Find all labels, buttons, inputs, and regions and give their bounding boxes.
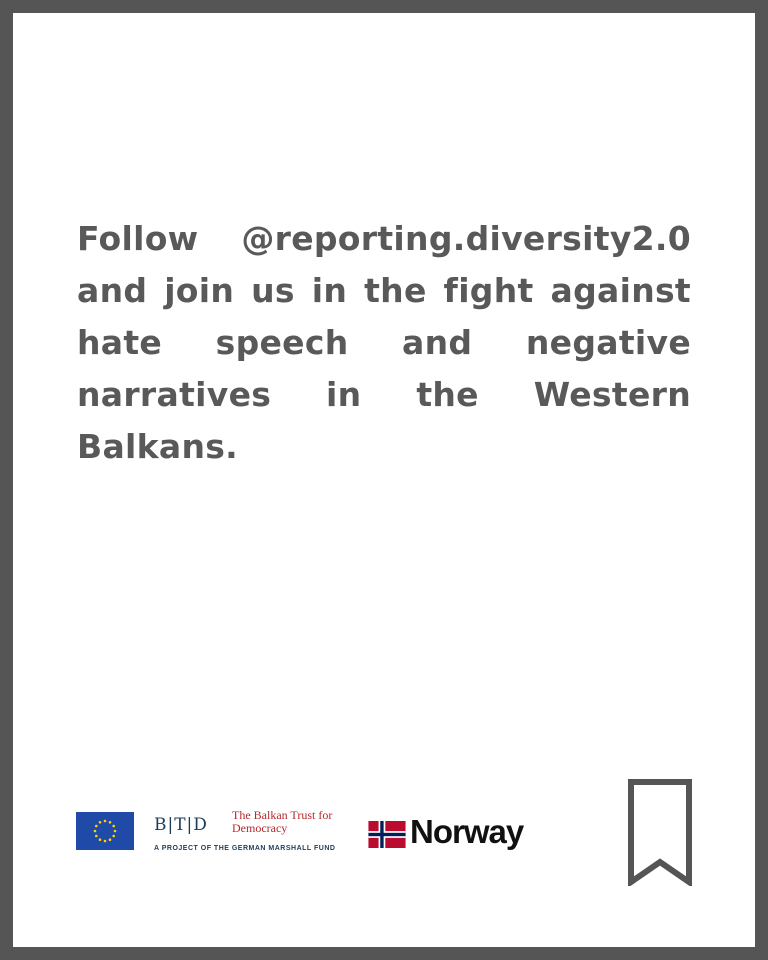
btd-logo xyxy=(154,809,359,861)
post-card xyxy=(13,13,755,947)
eu-flag-icon xyxy=(76,812,134,850)
bookmark-icon[interactable] xyxy=(627,778,693,886)
btd-logo-name: The Balkan Trust for Democracy xyxy=(232,808,333,835)
norway-wordmark: Norway xyxy=(410,813,524,850)
partner-logos xyxy=(76,803,576,863)
norway-flag-icon xyxy=(368,821,406,848)
norway-flag-icon xyxy=(368,821,406,848)
post-message: Follow @reporting.diversity2.0 and join us in the fight against hate speech and negative narratives in the Western Balkans. xyxy=(77,219,691,466)
eu-flag-icon xyxy=(76,812,134,850)
btd-logo-letters: B|T|D xyxy=(154,815,208,835)
btd-logo-tagline: A PROJECT OF THE GERMAN MARSHALL FUND xyxy=(154,845,336,852)
